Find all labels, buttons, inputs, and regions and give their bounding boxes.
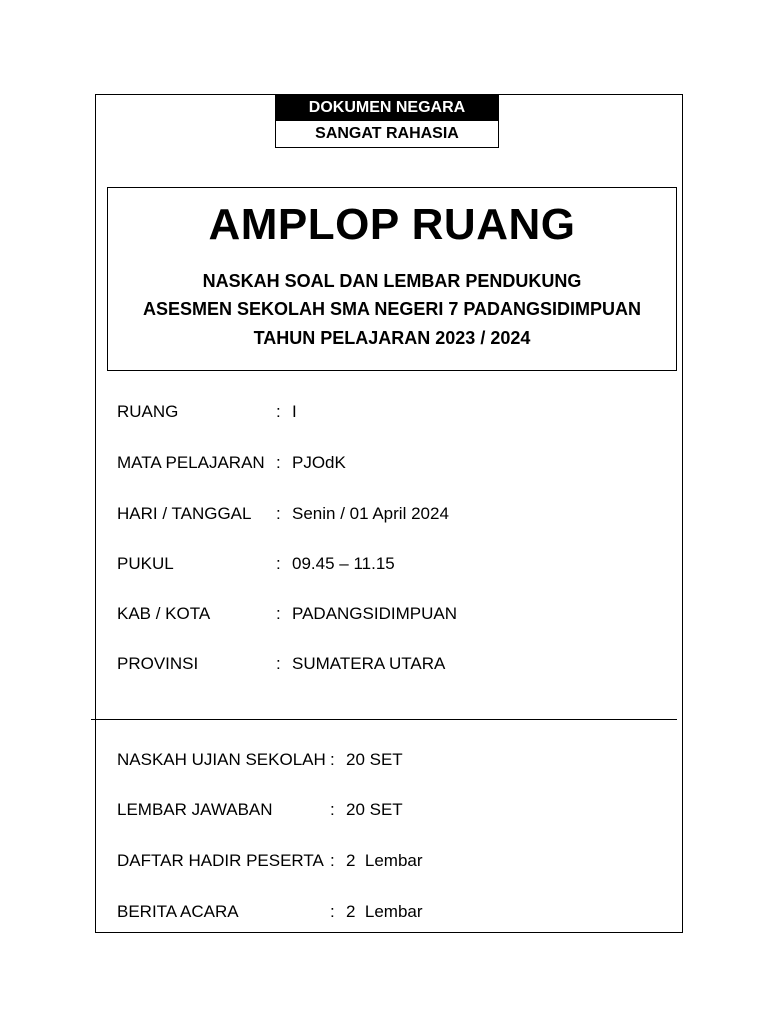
content-colon: : xyxy=(330,800,335,819)
content-value-minutes: 2 Lembar xyxy=(346,902,423,921)
content-value-answer-sheets: 20 SET xyxy=(346,800,403,819)
subtitle-line-3: TAHUN PELAJARAN 2023 / 2024 xyxy=(253,328,531,348)
content-label-minutes: BERITA ACARA xyxy=(117,902,239,921)
detail-colon: : xyxy=(276,453,281,472)
detail-label-date: HARI / TANGGAL xyxy=(117,504,252,523)
detail-colon: : xyxy=(276,654,281,673)
title-box xyxy=(107,187,677,371)
content-label-attendance: DAFTAR HADIR PESERTA xyxy=(117,851,324,870)
detail-value-subject: PJOdK xyxy=(292,453,346,472)
classification-stamp xyxy=(275,94,499,148)
content-colon: : xyxy=(330,750,335,769)
detail-label-subject: MATA PELAJARAN xyxy=(117,453,265,472)
detail-value-city: PADANGSIDIMPUAN xyxy=(292,604,457,623)
content-label-exam-papers: NASKAH UJIAN SEKOLAH xyxy=(117,750,326,769)
detail-colon: : xyxy=(276,554,281,573)
content-label-answer-sheets: LEMBAR JAWABAN xyxy=(117,800,273,819)
detail-colon: : xyxy=(276,504,281,523)
subtitle-line-1: NASKAH SOAL DAN LEMBAR PENDUKUNG xyxy=(202,271,582,291)
detail-label-city: KAB / KOTA xyxy=(117,604,211,623)
detail-value-room: I xyxy=(292,402,297,421)
detail-label-time: PUKUL xyxy=(117,554,174,573)
detail-value-time: 09.45 – 11.15 xyxy=(292,554,395,573)
content-colon: : xyxy=(330,851,335,870)
detail-colon: : xyxy=(276,402,281,421)
detail-label-room: RUANG xyxy=(117,402,179,421)
detail-value-province: SUMATERA UTARA xyxy=(292,654,446,673)
content-value-attendance: 2 Lembar xyxy=(346,851,423,870)
detail-label-province: PROVINSI xyxy=(117,654,199,673)
section-divider xyxy=(91,719,677,720)
classification-label: DOKUMEN NEGARA xyxy=(276,95,498,121)
content-colon: : xyxy=(330,902,335,921)
page-title: AMPLOP RUANG xyxy=(208,200,576,249)
detail-value-date: Senin / 01 April 2024 xyxy=(292,504,449,523)
content-value-exam-papers: 20 SET xyxy=(346,750,403,769)
secrecy-label: SANGAT RAHASIA xyxy=(276,121,498,147)
subtitle-line-2: ASESMEN SEKOLAH SMA NEGERI 7 PADANGSIDIMPUAN xyxy=(142,299,642,319)
detail-colon: : xyxy=(276,604,281,623)
